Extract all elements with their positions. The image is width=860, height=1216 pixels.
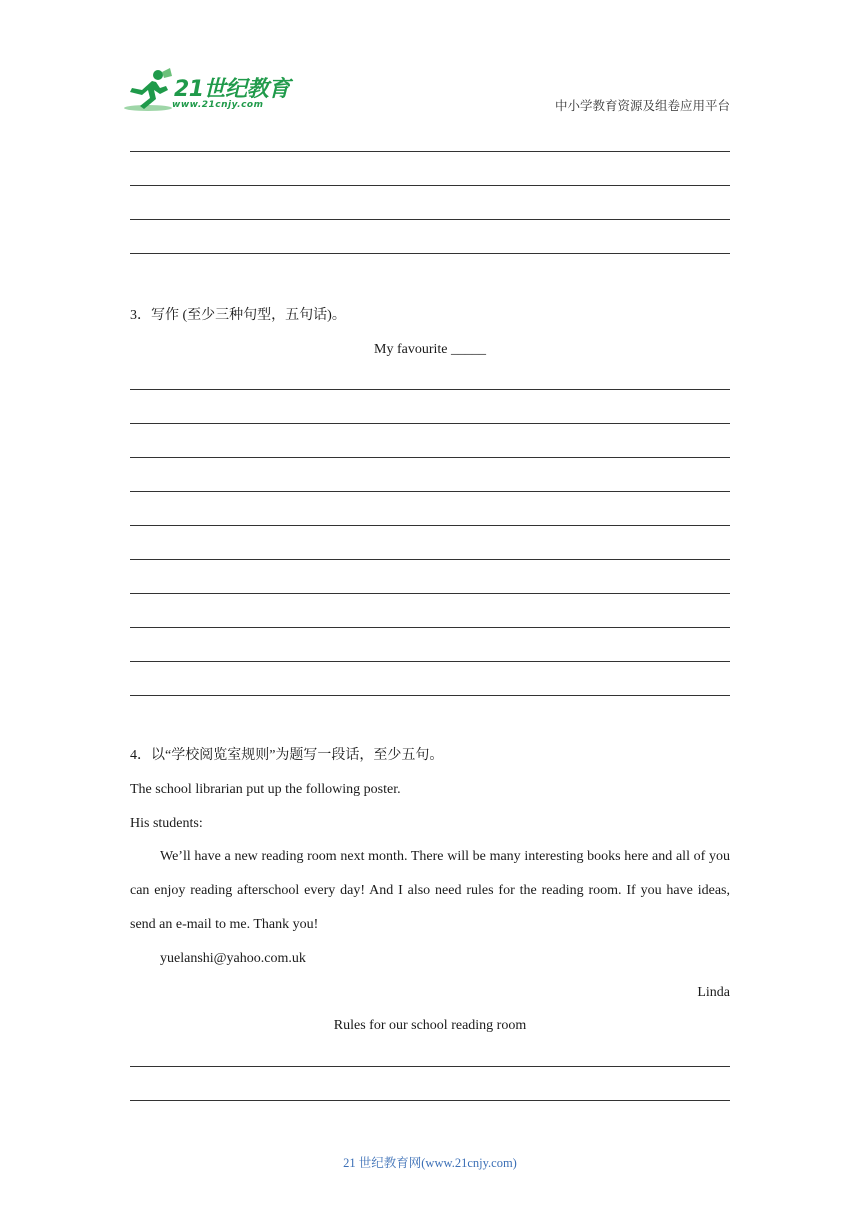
- answer-line: [130, 219, 730, 220]
- answer-line: [130, 423, 730, 424]
- answer-line: [130, 253, 730, 254]
- answer-line: [130, 593, 730, 594]
- logo-text: 21世纪教育: [174, 77, 290, 102]
- page-footer: 21 世纪教育网(www.21cnjy.com): [343, 1156, 517, 1170]
- logo-url: www.21cnjy.com: [172, 100, 264, 110]
- answer-line: [130, 627, 730, 628]
- answer-line: [130, 559, 730, 560]
- answer-line: [130, 525, 730, 526]
- poster-intro: The school librarian put up the following poster.: [130, 782, 401, 797]
- answer-line: [130, 1066, 730, 1067]
- platform-name: 中小学教育资源及组卷应用平台: [554, 99, 730, 113]
- poster-greeting: His students:: [130, 816, 203, 831]
- answer-line: [130, 457, 730, 458]
- answer-line: [130, 661, 730, 662]
- poster-signature: Linda: [697, 985, 730, 1000]
- answer-line: [130, 1100, 730, 1101]
- section-3-instruction: 3．写作 (至少三种句型，五句话)。: [130, 308, 346, 323]
- site-logo: [122, 68, 292, 116]
- runner-icon: [122, 68, 174, 114]
- poster-email: yuelanshi@yahoo.com.uk: [160, 951, 306, 966]
- answer-line: [130, 389, 730, 390]
- answer-line: [130, 151, 730, 152]
- rules-title: Rules for our school reading room: [333, 1018, 527, 1033]
- section-4-instruction: 4．以“学校阅览室规则”为题写一段话，至少五句。: [130, 748, 444, 763]
- poster-body: We’ll have a new reading room next month. There will be many interesting books here and all of you can enjoy reading afterschool every day! And I also need rules for the reading room. If you have ideas, send an e-mail to me. Thank you!: [130, 849, 730, 932]
- answer-line: [130, 491, 730, 492]
- section-3-title: My favourite _____: [374, 342, 486, 357]
- answer-line: [130, 185, 730, 186]
- answer-line: [130, 695, 730, 696]
